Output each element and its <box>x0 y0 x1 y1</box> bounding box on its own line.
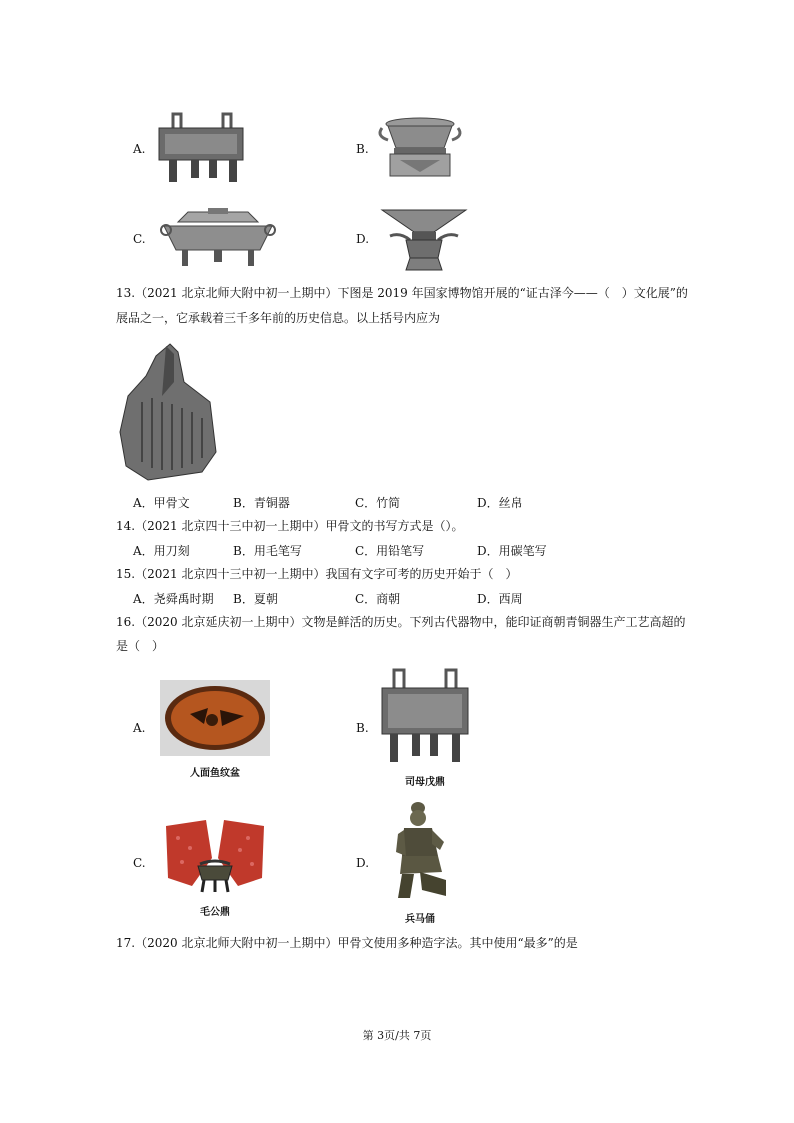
q17-text: 17.（2020 北京北师大附中初一上期中）甲骨文使用多种造字法。其中使用“最多”的是 <box>116 936 578 950</box>
painted-pottery-basin-icon <box>160 680 270 756</box>
q16-option-d-caption: 兵马俑 <box>405 914 435 925</box>
q14-options <box>133 542 577 559</box>
q16-option-b-label[interactable]: B. <box>356 721 369 735</box>
q13-option-c[interactable]: C．竹简 <box>355 496 401 510</box>
bronze-fangyi-icon <box>158 208 278 270</box>
bronze-zun-icon <box>380 208 468 272</box>
q13-option-a[interactable]: A．甲骨文 <box>133 496 190 510</box>
q12-option-d-label[interactable]: D. <box>356 232 370 246</box>
q14-text: 14.（2021 北京四十三中初一上期中）甲骨文的书写方式是（）。 <box>116 519 464 533</box>
oracle-bone-icon <box>118 342 218 482</box>
q14-option-c[interactable]: C．用铅笔写 <box>355 544 425 558</box>
q12-option-b-label[interactable]: B. <box>356 142 369 156</box>
q13-option-b[interactable]: B．青铜器 <box>233 496 290 510</box>
q16-line2: 是（ ） <box>116 639 165 653</box>
q15-option-a[interactable]: A．尧舜禹时期 <box>133 592 214 606</box>
square-ding-icon <box>155 112 247 184</box>
q16-option-b-caption: 司母戊鼎 <box>405 777 445 788</box>
q16-option-c-caption: 毛公鼎 <box>200 907 230 918</box>
q15-option-d[interactable]: D．西周 <box>477 592 523 606</box>
q16-option-d-label[interactable]: D. <box>356 856 370 870</box>
page-number: 第 3页/共 7页 <box>362 1029 432 1042</box>
q13-line1: 13.（2021 北京北师大附中初一上期中）下图是 2019 年国家博物馆开展的“证古泽今——（ ）文化展”的 <box>116 286 688 300</box>
maogong-ding-icon <box>162 818 268 894</box>
q16-option-a-label[interactable]: A. <box>133 721 146 735</box>
q12-option-c-label[interactable]: C. <box>133 232 146 246</box>
q13-option-d[interactable]: D．丝帛 <box>477 496 523 510</box>
q13-options <box>133 494 577 511</box>
q12-option-a-label[interactable]: A. <box>133 142 146 156</box>
q13-line2: 展品之一，它承载着三千多年前的历史信息。以上括号内应为 <box>116 311 441 325</box>
q15-option-b[interactable]: B．夏朝 <box>233 592 278 606</box>
q14-option-a[interactable]: A．用刀刻 <box>133 544 190 558</box>
q16-line1: 16.（2020 北京延庆初一上期中）文物是鲜活的历史。下列古代器物中，能印证商朝青铜器生产工艺高超的 <box>116 615 686 629</box>
q15-text: 15.（2021 北京四十三中初一上期中）我国有文字可考的历史开始于（ ） <box>116 567 518 581</box>
q15-options <box>133 590 577 607</box>
q16-option-c-label[interactable]: C. <box>133 856 146 870</box>
terracotta-warrior-icon <box>390 800 450 902</box>
simuwu-ding-icon <box>380 668 470 766</box>
q14-option-b[interactable]: B．用毛笔写 <box>233 544 302 558</box>
bronze-gui-icon <box>376 114 464 178</box>
q14-option-d[interactable]: D．用碳笔写 <box>477 544 547 558</box>
q15-option-c[interactable]: C．商朝 <box>355 592 401 606</box>
q16-option-a-caption: 人面鱼纹盆 <box>190 768 240 779</box>
